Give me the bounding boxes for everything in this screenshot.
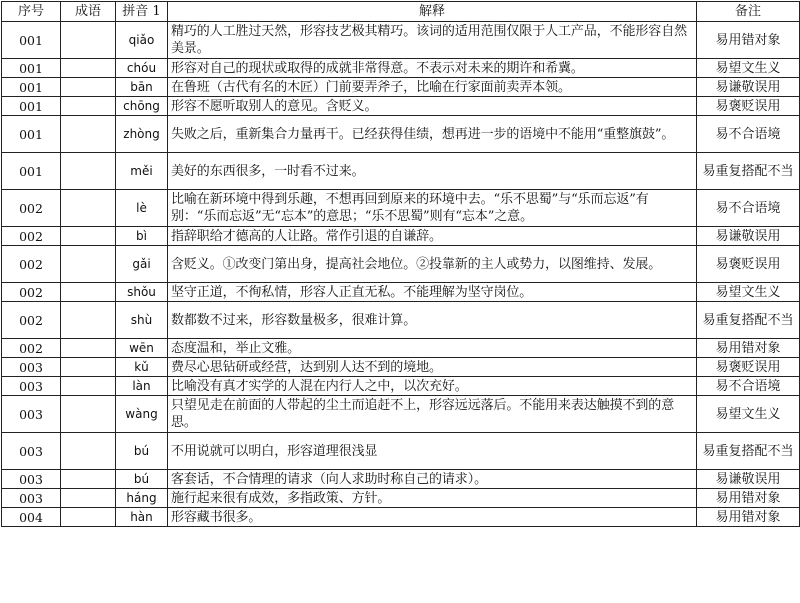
- table-row: [2, 377, 800, 396]
- row-note-cell: 易不合语境: [697, 116, 800, 153]
- table-row: [2, 22, 800, 59]
- table-row: [2, 283, 800, 302]
- row-idiom-cell: [61, 227, 116, 246]
- row-pinyin-cell: gǎi: [116, 246, 168, 283]
- row-note-cell: 易用错对象: [697, 22, 800, 59]
- row-pinyin-cell: bān: [116, 78, 168, 97]
- table-row: [2, 227, 800, 246]
- row-pinyin-cell: shù: [116, 302, 168, 339]
- row-idiom-cell: [61, 153, 116, 190]
- row-index-cell: 002: [2, 302, 61, 339]
- row-pinyin-cell: háng: [116, 489, 168, 508]
- row-pinyin-cell: bì: [116, 227, 168, 246]
- row-idiom-cell: [61, 116, 116, 153]
- table-row: [2, 59, 800, 78]
- row-index-cell: 001: [2, 97, 61, 116]
- row-explanation-cell: 失败之后，重新集合力量再干。已经获得佳绩，想再进一步的语境中不能用“重整旗鼓”。: [168, 116, 697, 153]
- header-pinyin: 拼音 1: [116, 2, 168, 22]
- row-pinyin-cell: měi: [116, 153, 168, 190]
- row-idiom-cell: [61, 283, 116, 302]
- row-explanation-cell: 坚守正道，不徇私情，形容人正直无私。不能理解为坚守岗位。: [168, 283, 697, 302]
- row-explanation-cell: 在鲁班（古代有名的木匠）门前要弄斧子，比喻在行家面前卖弄本领。: [168, 78, 697, 97]
- header-note: 备注: [697, 2, 800, 22]
- row-index-cell: 001: [2, 78, 61, 97]
- row-explanation-cell: 态度温和，举止文雅。: [168, 339, 697, 358]
- row-pinyin-cell: hàn: [116, 508, 168, 527]
- row-index-cell: 003: [2, 433, 61, 470]
- row-pinyin-cell: kǔ: [116, 358, 168, 377]
- row-note-cell: 易重复搭配不当: [697, 153, 800, 190]
- row-pinyin-cell: wàng: [116, 396, 168, 433]
- row-explanation-cell: 形容对自己的现状或取得的成就非常得意。不表示对未来的期许和希冀。: [168, 59, 697, 78]
- row-index-cell: 003: [2, 358, 61, 377]
- row-idiom-cell: [61, 22, 116, 59]
- row-note-cell: 易谦敬误用: [697, 78, 800, 97]
- table-row: [2, 358, 800, 377]
- row-index-cell: 004: [2, 508, 61, 527]
- row-note-cell: 易望文生义: [697, 396, 800, 433]
- row-idiom-cell: [61, 358, 116, 377]
- row-explanation-cell: 施行起来很有成效，多指政策、方针。: [168, 489, 697, 508]
- row-pinyin-cell: wēn: [116, 339, 168, 358]
- row-note-cell: 易褒贬误用: [697, 97, 800, 116]
- row-note-cell: 易褒贬误用: [697, 246, 800, 283]
- row-explanation-cell: 指辞职给才德高的人让路。常作引退的自谦辞。: [168, 227, 697, 246]
- row-idiom-cell: [61, 78, 116, 97]
- header-idiom: 成语: [61, 2, 116, 22]
- row-pinyin-cell: chōng: [116, 97, 168, 116]
- table-row: [2, 190, 800, 227]
- table-row: [2, 396, 800, 433]
- row-explanation-cell: 比喻在新环境中得到乐趣，不想再回到原来的环境中去。“乐不思蜀”与“乐而忘返”有别：“乐而忘返”无“忘本”的意思；“乐不思蜀”则有“忘本”之意。: [168, 190, 697, 227]
- row-idiom-cell: [61, 433, 116, 470]
- table-row: [2, 433, 800, 470]
- row-note-cell: 易谦敬误用: [697, 470, 800, 489]
- row-index-cell: 003: [2, 377, 61, 396]
- row-pinyin-cell: chóu: [116, 59, 168, 78]
- header-explanation: 解释: [168, 2, 697, 22]
- row-explanation-cell: 精巧的人工胜过天然，形容技艺极其精巧。该词的适用范围仅限于人工产品，不能形容自然美景。: [168, 22, 697, 59]
- row-note-cell: 易用错对象: [697, 339, 800, 358]
- table-row: [2, 508, 800, 527]
- row-note-cell: 易褒贬误用: [697, 358, 800, 377]
- row-pinyin-cell: bú: [116, 470, 168, 489]
- row-explanation-cell: 形容藏书很多。: [168, 508, 697, 527]
- row-explanation-cell: 只望见走在前面的人带起的尘土而追赶不上，形容远远落后。不能用来表达触摸不到的意思。: [168, 396, 697, 433]
- row-index-cell: 002: [2, 246, 61, 283]
- row-pinyin-cell: lè: [116, 190, 168, 227]
- row-index-cell: 003: [2, 396, 61, 433]
- row-idiom-cell: [61, 339, 116, 358]
- table-row: [2, 116, 800, 153]
- row-index-cell: 002: [2, 339, 61, 358]
- idiom-table: [1, 1, 800, 527]
- row-explanation-cell: 形容不愿听取别人的意见。含贬义。: [168, 97, 697, 116]
- row-idiom-cell: [61, 97, 116, 116]
- row-idiom-cell: [61, 508, 116, 527]
- row-idiom-cell: [61, 377, 116, 396]
- row-pinyin-cell: shǒu: [116, 283, 168, 302]
- row-note-cell: 易不合语境: [697, 377, 800, 396]
- row-index-cell: 002: [2, 190, 61, 227]
- row-idiom-cell: [61, 302, 116, 339]
- row-pinyin-cell: zhòng: [116, 116, 168, 153]
- row-note-cell: 易望文生义: [697, 283, 800, 302]
- header-index: 序号: [2, 2, 61, 22]
- row-index-cell: 002: [2, 227, 61, 246]
- row-explanation-cell: 比喻没有真才实学的人混在内行人之中，以次充好。: [168, 377, 697, 396]
- table-row: [2, 153, 800, 190]
- row-index-cell: 001: [2, 59, 61, 78]
- table-row: [2, 302, 800, 339]
- row-note-cell: 易用错对象: [697, 489, 800, 508]
- row-index-cell: 001: [2, 22, 61, 59]
- row-idiom-cell: [61, 246, 116, 283]
- row-pinyin-cell: qiǎo: [116, 22, 168, 59]
- row-idiom-cell: [61, 489, 116, 508]
- row-note-cell: 易重复搭配不当: [697, 433, 800, 470]
- row-note-cell: 易用错对象: [697, 508, 800, 527]
- row-index-cell: 003: [2, 470, 61, 489]
- row-idiom-cell: [61, 470, 116, 489]
- row-explanation-cell: 费尽心思钻研或经营，达到别人达不到的境地。: [168, 358, 697, 377]
- table-body: [2, 22, 800, 527]
- table-row: [2, 339, 800, 358]
- header-row: [2, 2, 800, 22]
- row-idiom-cell: [61, 396, 116, 433]
- row-note-cell: 易望文生义: [697, 59, 800, 78]
- row-explanation-cell: 含贬义。①改变门第出身，提高社会地位。②投靠新的主人或势力，以图维持、发展。: [168, 246, 697, 283]
- table-row: [2, 97, 800, 116]
- row-index-cell: 001: [2, 116, 61, 153]
- table-row: [2, 78, 800, 97]
- table-row: [2, 470, 800, 489]
- row-note-cell: 易不合语境: [697, 190, 800, 227]
- row-note-cell: 易重复搭配不当: [697, 302, 800, 339]
- row-explanation-cell: 数都数不过来，形容数量极多，很难计算。: [168, 302, 697, 339]
- row-pinyin-cell: bú: [116, 433, 168, 470]
- row-idiom-cell: [61, 190, 116, 227]
- row-idiom-cell: [61, 59, 116, 78]
- table-row: [2, 489, 800, 508]
- row-index-cell: 001: [2, 153, 61, 190]
- row-explanation-cell: 客套话，不合情理的请求（向人求助时称自己的请求）。: [168, 470, 697, 489]
- row-explanation-cell: 美好的东西很多，一时看不过来。: [168, 153, 697, 190]
- table-row: [2, 246, 800, 283]
- row-index-cell: 003: [2, 489, 61, 508]
- row-explanation-cell: 不用说就可以明白，形容道理很浅显: [168, 433, 697, 470]
- row-note-cell: 易谦敬误用: [697, 227, 800, 246]
- row-index-cell: 002: [2, 283, 61, 302]
- row-pinyin-cell: làn: [116, 377, 168, 396]
